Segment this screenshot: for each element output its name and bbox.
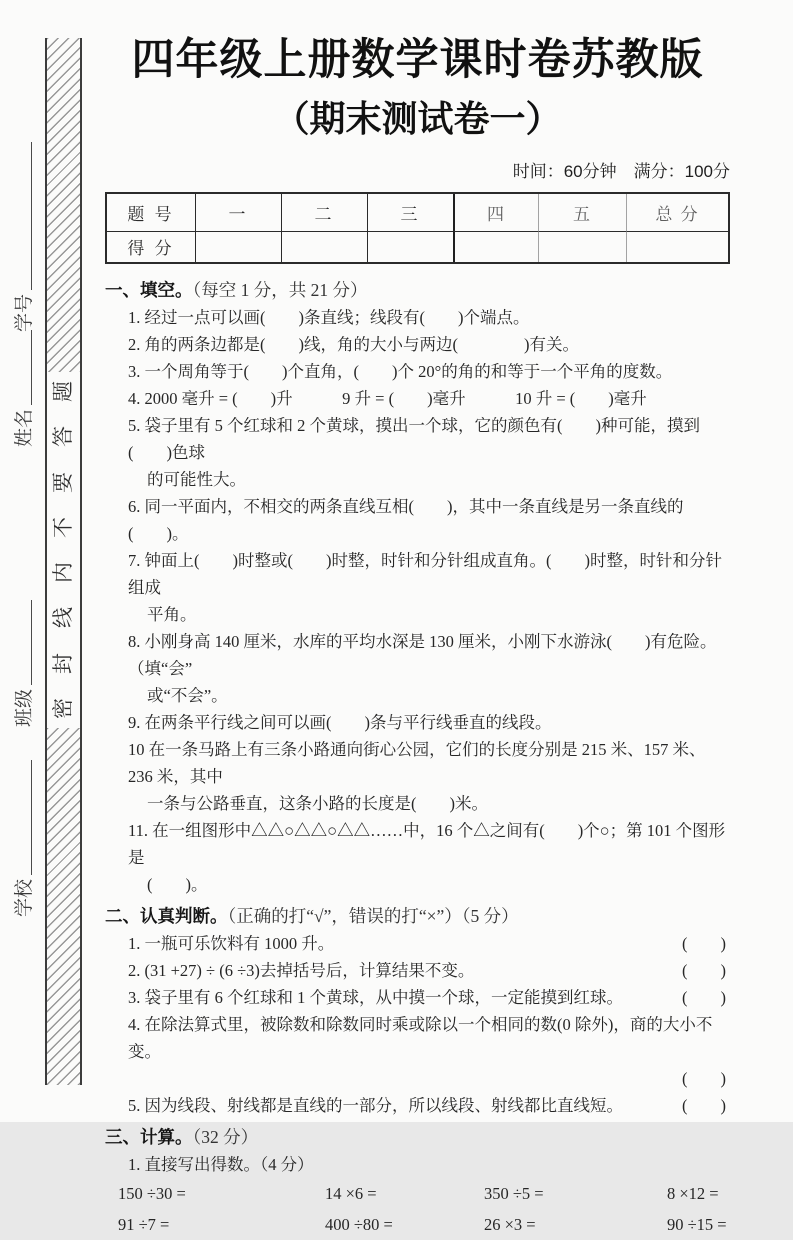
score-cell [195, 231, 281, 262]
class-text: 班级 [14, 688, 35, 727]
fill-item [105, 709, 730, 736]
fill-item-text: 平角。 [147, 604, 197, 624]
judge-item-text: 1. 一瓶可乐饮料有 1000 升。 [128, 933, 335, 953]
judge-item-text: 4. 在除法算式里，被除数和除数同时乘或除以一个相同的数(0 除外)，商的大小不变。 [128, 1014, 713, 1061]
fill-item [105, 493, 730, 547]
score-header-cell: 三 [367, 194, 453, 231]
section-judge-note: （正确的打“√”，错误的打“×”）（5 分） [227, 905, 519, 926]
fill-item-text: 9. 在两条平行线之间可以画( )条与平行线垂直的线段。 [128, 712, 552, 732]
calc-problem: 26 ×3 = [484, 1214, 536, 1234]
score-row-label: 得 分 [107, 231, 195, 262]
fill-item-text: 一条与公路垂直，这条小路的长度是( )米。 [147, 793, 488, 813]
calc-problem: 150 ÷30 = [118, 1183, 186, 1203]
judge-item-text: 2. (31 +27) ÷ (6 ÷3)去掉括号后，计算结果不变。 [128, 960, 475, 980]
fill-item-text: 10 在一条马路上有三条小路通向街心公园，它们的长度分别是 215 米、157 米、236 米，其中 [128, 739, 706, 786]
seal-char: 不 [51, 516, 75, 538]
fill-item-text: 11. 在一组图形中△△○△△○△△……中，16 个△之间有( )个○；第 101 个图形是 [128, 820, 726, 867]
score-table [105, 192, 730, 264]
calc-problem: 14 ×6 = [325, 1183, 377, 1203]
student-number-label [12, 142, 36, 332]
seal-char: 密 [51, 697, 75, 719]
student-name-text: 姓名 [14, 408, 35, 447]
page-subtitle: （期末测试卷一） [273, 97, 562, 139]
section-calc-heading [105, 1123, 730, 1151]
score-cell [453, 231, 538, 262]
score-cell [281, 231, 367, 262]
seal-char: 答 [51, 426, 75, 448]
section-fill-heading [105, 276, 730, 304]
score-header-cell: 四 [453, 194, 538, 231]
seal-hatch-top [47, 38, 80, 372]
page-title: 四年级上册数学课时卷苏教版 [131, 36, 704, 84]
seal-text [47, 372, 80, 728]
seal-char: 封 [51, 652, 75, 674]
fill-item-text: ( )。 [147, 874, 208, 894]
judge-answer-mark: ( ) [682, 1068, 726, 1088]
fill-item-text: 或“不会”。 [147, 685, 228, 705]
school-text: 学校 [14, 878, 35, 917]
fill-item [105, 385, 730, 412]
score-header-cell: 总 分 [626, 194, 728, 231]
calc-problem: 400 ÷80 = [325, 1214, 393, 1234]
score-cell [626, 231, 728, 262]
fill-item-text: 8. 小刚身高 140 厘米，水库的平均水深是 130 厘米，小刚下水游泳( )有危险。（填“会” [128, 631, 717, 678]
calc-row [105, 1209, 730, 1240]
student-number-write-line [31, 142, 32, 290]
score-cell [538, 231, 626, 262]
seal-char: 要 [51, 471, 75, 493]
seal-hatch-bottom [47, 728, 80, 1085]
class-label [12, 600, 36, 727]
section-calc-title: 三、计算。 [105, 1126, 193, 1147]
calc-subheading: 1. 直接写出得数。（4 分） [128, 1154, 314, 1174]
section-calc-note: （32 分） [192, 1126, 259, 1147]
judge-answer-mark: ( ) [682, 933, 726, 953]
fill-item-text: 5. 袋子里有 5 个红球和 2 个黄球，摸出一个球，它的颜色有( )种可能，摸到( )色球 [128, 415, 700, 462]
student-name-write-line [31, 330, 32, 405]
score-cell [367, 231, 453, 262]
fill-item-text: 的可能性大。 [147, 469, 246, 489]
seal-char: 线 [51, 607, 75, 629]
fill-item [105, 412, 730, 493]
fill-item-text: 3. 一个周角等于( )个直角，( )个 20°的角的和等于一个平角的度数。 [128, 361, 673, 381]
fill-item [105, 817, 730, 898]
judge-answer-mark: ( ) [682, 960, 726, 980]
judge-answer-mark: ( ) [682, 1095, 726, 1115]
school-write-line [31, 760, 32, 875]
fill-item [105, 736, 730, 817]
school-label [12, 760, 36, 917]
section-fill-note: （每空 1 分，共 21 分） [192, 279, 368, 300]
fill-item [105, 358, 730, 385]
section-fill-title: 一、填空。 [105, 279, 193, 300]
main-content [105, 0, 730, 1240]
fill-item [105, 547, 730, 628]
calc-problem: 350 ÷5 = [484, 1183, 544, 1203]
fill-item-text: 6. 同一平面内，不相交的两条直线互相( )，其中一条直线是另一条直线的( )。 [128, 496, 684, 543]
fill-item-text: 2. 角的两条边都是( )线，角的大小与两边( )有关。 [128, 334, 579, 354]
fill-item [105, 304, 730, 331]
section-judge-heading [105, 902, 730, 930]
calc-problem: 91 ÷7 = [118, 1214, 170, 1234]
student-name-label [12, 330, 36, 447]
exam-meta: 时间：60分钟 满分：100分 [512, 161, 730, 181]
judge-item-text: 3. 袋子里有 6 个红球和 1 个黄球，从中摸一个球，一定能摸到红球。 [128, 987, 623, 1007]
judge-item [105, 930, 730, 957]
class-write-line [31, 600, 32, 685]
score-header-cell: 五 [538, 194, 626, 231]
fill-item-text: 1. 经过一点可以画( )条直线；线段有( )个端点。 [128, 307, 530, 327]
fill-item-text: 4. 2000 毫升 = ( )升 9 升 = ( )毫升 10 升 = ( )毫升 [128, 388, 647, 408]
seal-line-rail [45, 38, 82, 1085]
seal-char: 题 [51, 381, 75, 402]
judge-item [105, 984, 730, 1011]
section-judge-title: 二、认真判断。 [105, 905, 228, 926]
student-number-text: 学号 [14, 293, 35, 332]
score-header-cell: 二 [281, 194, 367, 231]
fill-item [105, 628, 730, 709]
judge-item-text: 5. 因为线段、射线都是直线的一部分，所以线段、射线都比直线短。 [128, 1095, 623, 1115]
judge-item [105, 1011, 730, 1065]
judge-item [105, 957, 730, 984]
calc-row [105, 1178, 730, 1209]
calc-problem: 90 ÷15 = [667, 1214, 727, 1234]
fill-item [105, 331, 730, 358]
fill-item-text: 7. 钟面上( )时整或( )时整，时针和分针组成直角。( )时整，时针和分针组成 [128, 550, 722, 597]
score-header-cell: 题 号 [127, 204, 175, 224]
seal-char: 内 [51, 562, 75, 584]
calc-problem: 8 ×12 = [667, 1183, 719, 1203]
judge-answer-mark: ( ) [682, 987, 726, 1007]
score-header-cell: 一 [195, 194, 281, 231]
judge-item [105, 1092, 730, 1119]
